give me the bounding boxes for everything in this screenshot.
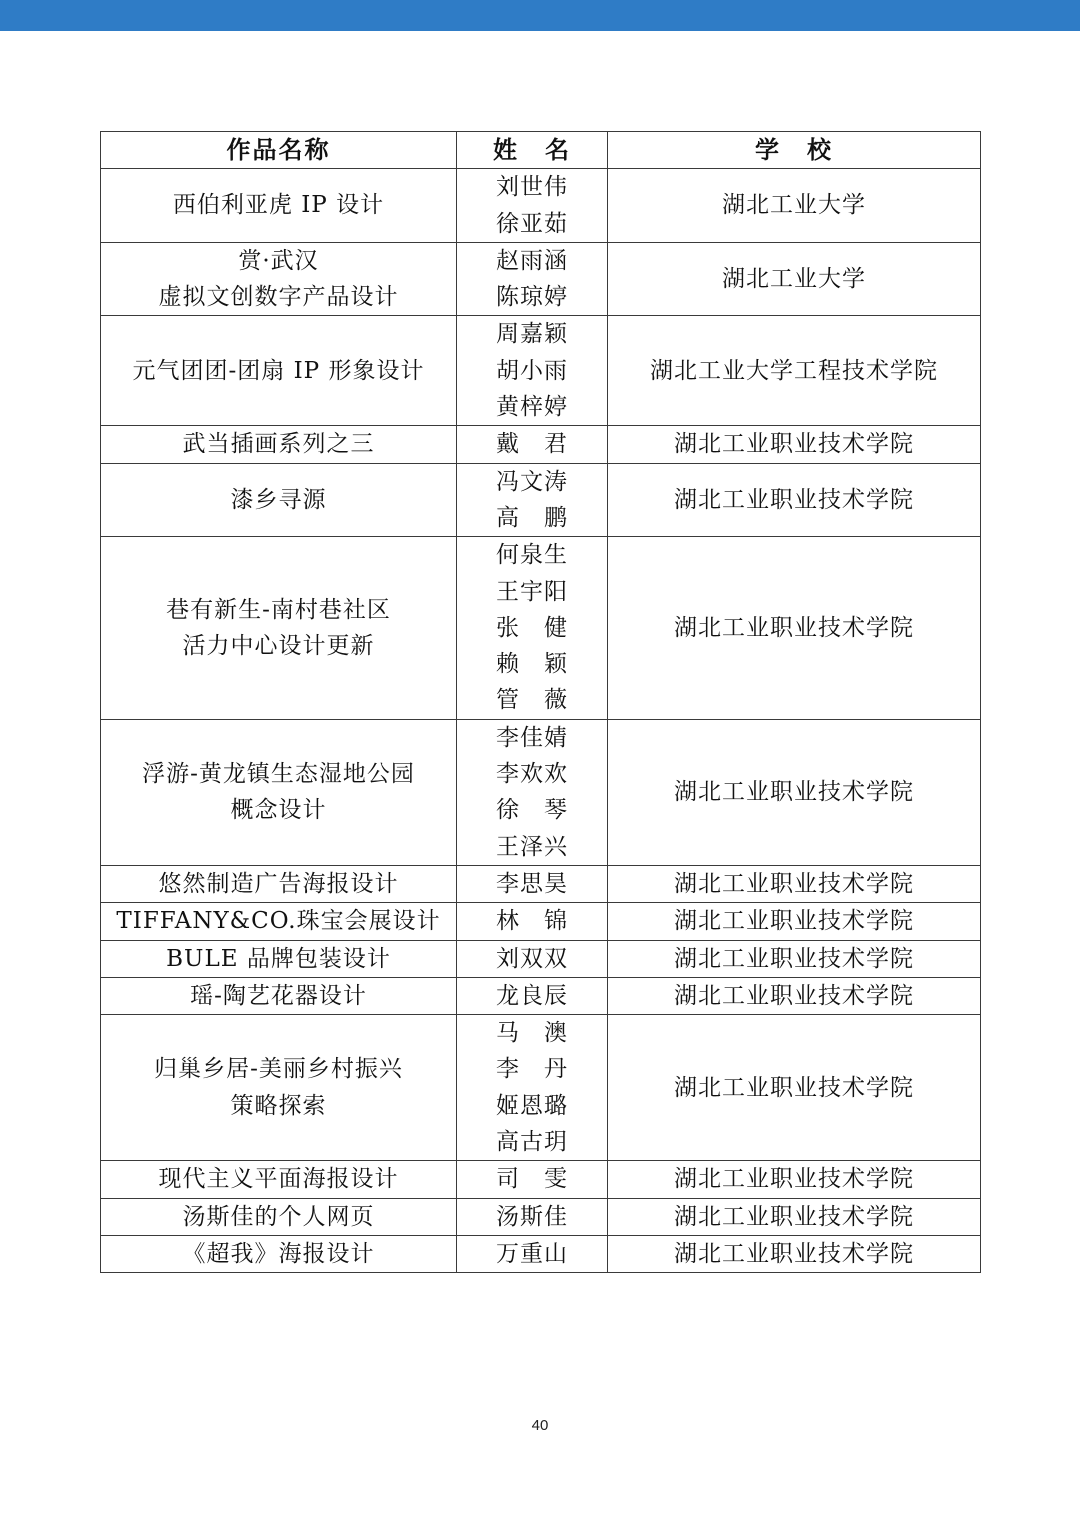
table-row (101, 242, 981, 316)
work-title-line: 瑶-陶艺花器设计 (190, 982, 367, 1009)
table-header-row (101, 132, 981, 169)
header-name: 姓 名 (457, 132, 608, 169)
work-title-cell (101, 316, 457, 426)
student-name: 王宇阳 (496, 578, 568, 605)
student-names-cell (457, 426, 608, 463)
student-name: 徐亚茹 (496, 210, 568, 237)
student-name: 冯文涛 (496, 468, 568, 495)
table-row (101, 977, 981, 1014)
student-name: 张 健 (496, 614, 568, 641)
work-title-cell (101, 1015, 457, 1161)
work-title-line: 巷有新生-南村巷社区 (166, 596, 391, 623)
work-title-line: 活力中心设计更新 (182, 633, 375, 659)
school-cell: 湖北工业大学 (608, 242, 981, 316)
student-names-cell (457, 977, 608, 1014)
student-name: 管 薇 (496, 687, 568, 714)
student-name: 林 锦 (496, 908, 568, 935)
student-name: 高古玥 (496, 1129, 568, 1156)
work-title-line: 《超我》海报设计 (182, 1240, 375, 1267)
work-title-line: 汤斯佳的个人网页 (182, 1203, 375, 1230)
student-names-cell (457, 242, 608, 316)
student-name: 徐 琴 (496, 797, 568, 824)
student-name: 胡小雨 (496, 357, 568, 384)
work-title-line: 赏·武汉 (238, 247, 319, 274)
work-title-line: 悠然制造广告海报设计 (158, 870, 399, 897)
page-number: 40 (531, 1417, 549, 1434)
table-row (101, 426, 981, 463)
work-title-cell (101, 940, 457, 977)
school-cell: 湖北工业职业技术学院 (608, 903, 981, 940)
table-row (101, 537, 981, 719)
table-row (101, 865, 981, 902)
work-title-cell (101, 463, 457, 537)
school-cell: 湖北工业职业技术学院 (608, 940, 981, 977)
work-title-cell (101, 1161, 457, 1198)
school-cell: 湖北工业职业技术学院 (608, 426, 981, 463)
student-name: 陈琼婷 (496, 284, 568, 311)
table-row (101, 940, 981, 977)
school-cell: 湖北工业大学 (608, 169, 981, 243)
school-cell: 湖北工业职业技术学院 (608, 865, 981, 902)
table-row (101, 316, 981, 426)
work-title-line: 漆乡寻源 (230, 486, 327, 513)
student-names-cell (457, 463, 608, 537)
work-title-cell (101, 977, 457, 1014)
student-names-cell (457, 1198, 608, 1235)
student-names-cell (457, 316, 608, 426)
student-name: 万重山 (496, 1240, 568, 1267)
school-cell: 湖北工业职业技术学院 (608, 463, 981, 537)
work-title-line: 归巢乡居-美丽乡村振兴 (154, 1056, 403, 1083)
work-title-line: 西伯利亚虎 IP 设计 (172, 192, 385, 219)
work-title-line: 虚拟文创数字产品设计 (158, 284, 399, 311)
table-row (101, 1015, 981, 1161)
student-name: 汤斯佳 (496, 1203, 568, 1230)
school-cell: 湖北工业大学工程技术学院 (608, 316, 981, 426)
work-title-line: TIFFANY&CO.珠宝会展设计 (116, 908, 441, 935)
student-names-cell (457, 1235, 608, 1272)
student-names-cell (457, 865, 608, 902)
work-title-line: 浮游-黄龙镇生态湿地公园 (142, 761, 415, 788)
student-name: 高 鹏 (496, 504, 568, 531)
header-work-title: 作品名称 (101, 132, 457, 169)
student-name: 黄梓婷 (496, 394, 568, 421)
student-names-cell (457, 719, 608, 865)
student-name: 李思昊 (496, 870, 568, 897)
student-name: 刘世伟 (496, 174, 568, 201)
school-cell: 湖北工业职业技术学院 (608, 977, 981, 1014)
student-name: 戴 君 (496, 431, 568, 458)
school-cell: 湖北工业职业技术学院 (608, 1235, 981, 1272)
student-name: 何泉生 (496, 542, 568, 569)
table-row (101, 719, 981, 865)
table-row (101, 1161, 981, 1198)
student-name: 姬恩璐 (496, 1092, 568, 1119)
student-name: 司 雯 (496, 1166, 568, 1193)
work-title-cell (101, 242, 457, 316)
work-title-cell (101, 1235, 457, 1272)
work-title-line: 现代主义平面海报设计 (158, 1166, 399, 1193)
work-title-line: BULE 品牌包装设计 (166, 945, 391, 972)
work-title-cell (101, 537, 457, 719)
header-school: 学 校 (608, 132, 981, 169)
work-title-line: 概念设计 (230, 797, 327, 824)
work-title-cell (101, 426, 457, 463)
student-name: 李佳婧 (496, 724, 568, 751)
table-body (101, 169, 981, 1273)
work-title-cell (101, 865, 457, 902)
work-title-cell (101, 1198, 457, 1235)
table-row (101, 1235, 981, 1272)
student-names-cell (457, 940, 608, 977)
school-cell: 湖北工业职业技术学院 (608, 1161, 981, 1198)
table-row (101, 463, 981, 537)
student-name: 李欢欢 (496, 761, 568, 788)
student-name: 李 丹 (496, 1056, 568, 1083)
school-cell: 湖北工业职业技术学院 (608, 1015, 981, 1161)
school-cell: 湖北工业职业技术学院 (608, 1198, 981, 1235)
student-name: 马 澳 (496, 1020, 568, 1047)
work-title-line: 策略探索 (230, 1092, 327, 1119)
work-title-line: 武当插画系列之三 (182, 431, 375, 458)
student-names-cell (457, 1161, 608, 1198)
work-title-cell (101, 719, 457, 865)
top-color-bar (0, 0, 1080, 31)
work-title-cell (101, 903, 457, 940)
table-row (101, 1198, 981, 1235)
student-names-cell (457, 169, 608, 243)
school-cell: 湖北工业职业技术学院 (608, 537, 981, 719)
student-name: 王泽兴 (496, 833, 568, 860)
student-name: 赵雨涵 (496, 247, 568, 274)
table-row (101, 903, 981, 940)
table-row (101, 169, 981, 243)
student-names-cell (457, 903, 608, 940)
awards-table (100, 131, 981, 1273)
student-name: 周嘉颖 (496, 321, 568, 348)
student-names-cell (457, 537, 608, 719)
student-name: 赖 颖 (496, 651, 568, 678)
student-name: 刘双双 (496, 945, 568, 972)
student-names-cell (457, 1015, 608, 1161)
school-cell: 湖北工业职业技术学院 (608, 719, 981, 865)
work-title-line: 元气团团-团扇 IP 形象设计 (132, 357, 425, 384)
work-title-cell (101, 169, 457, 243)
student-name: 龙良辰 (496, 982, 568, 1009)
